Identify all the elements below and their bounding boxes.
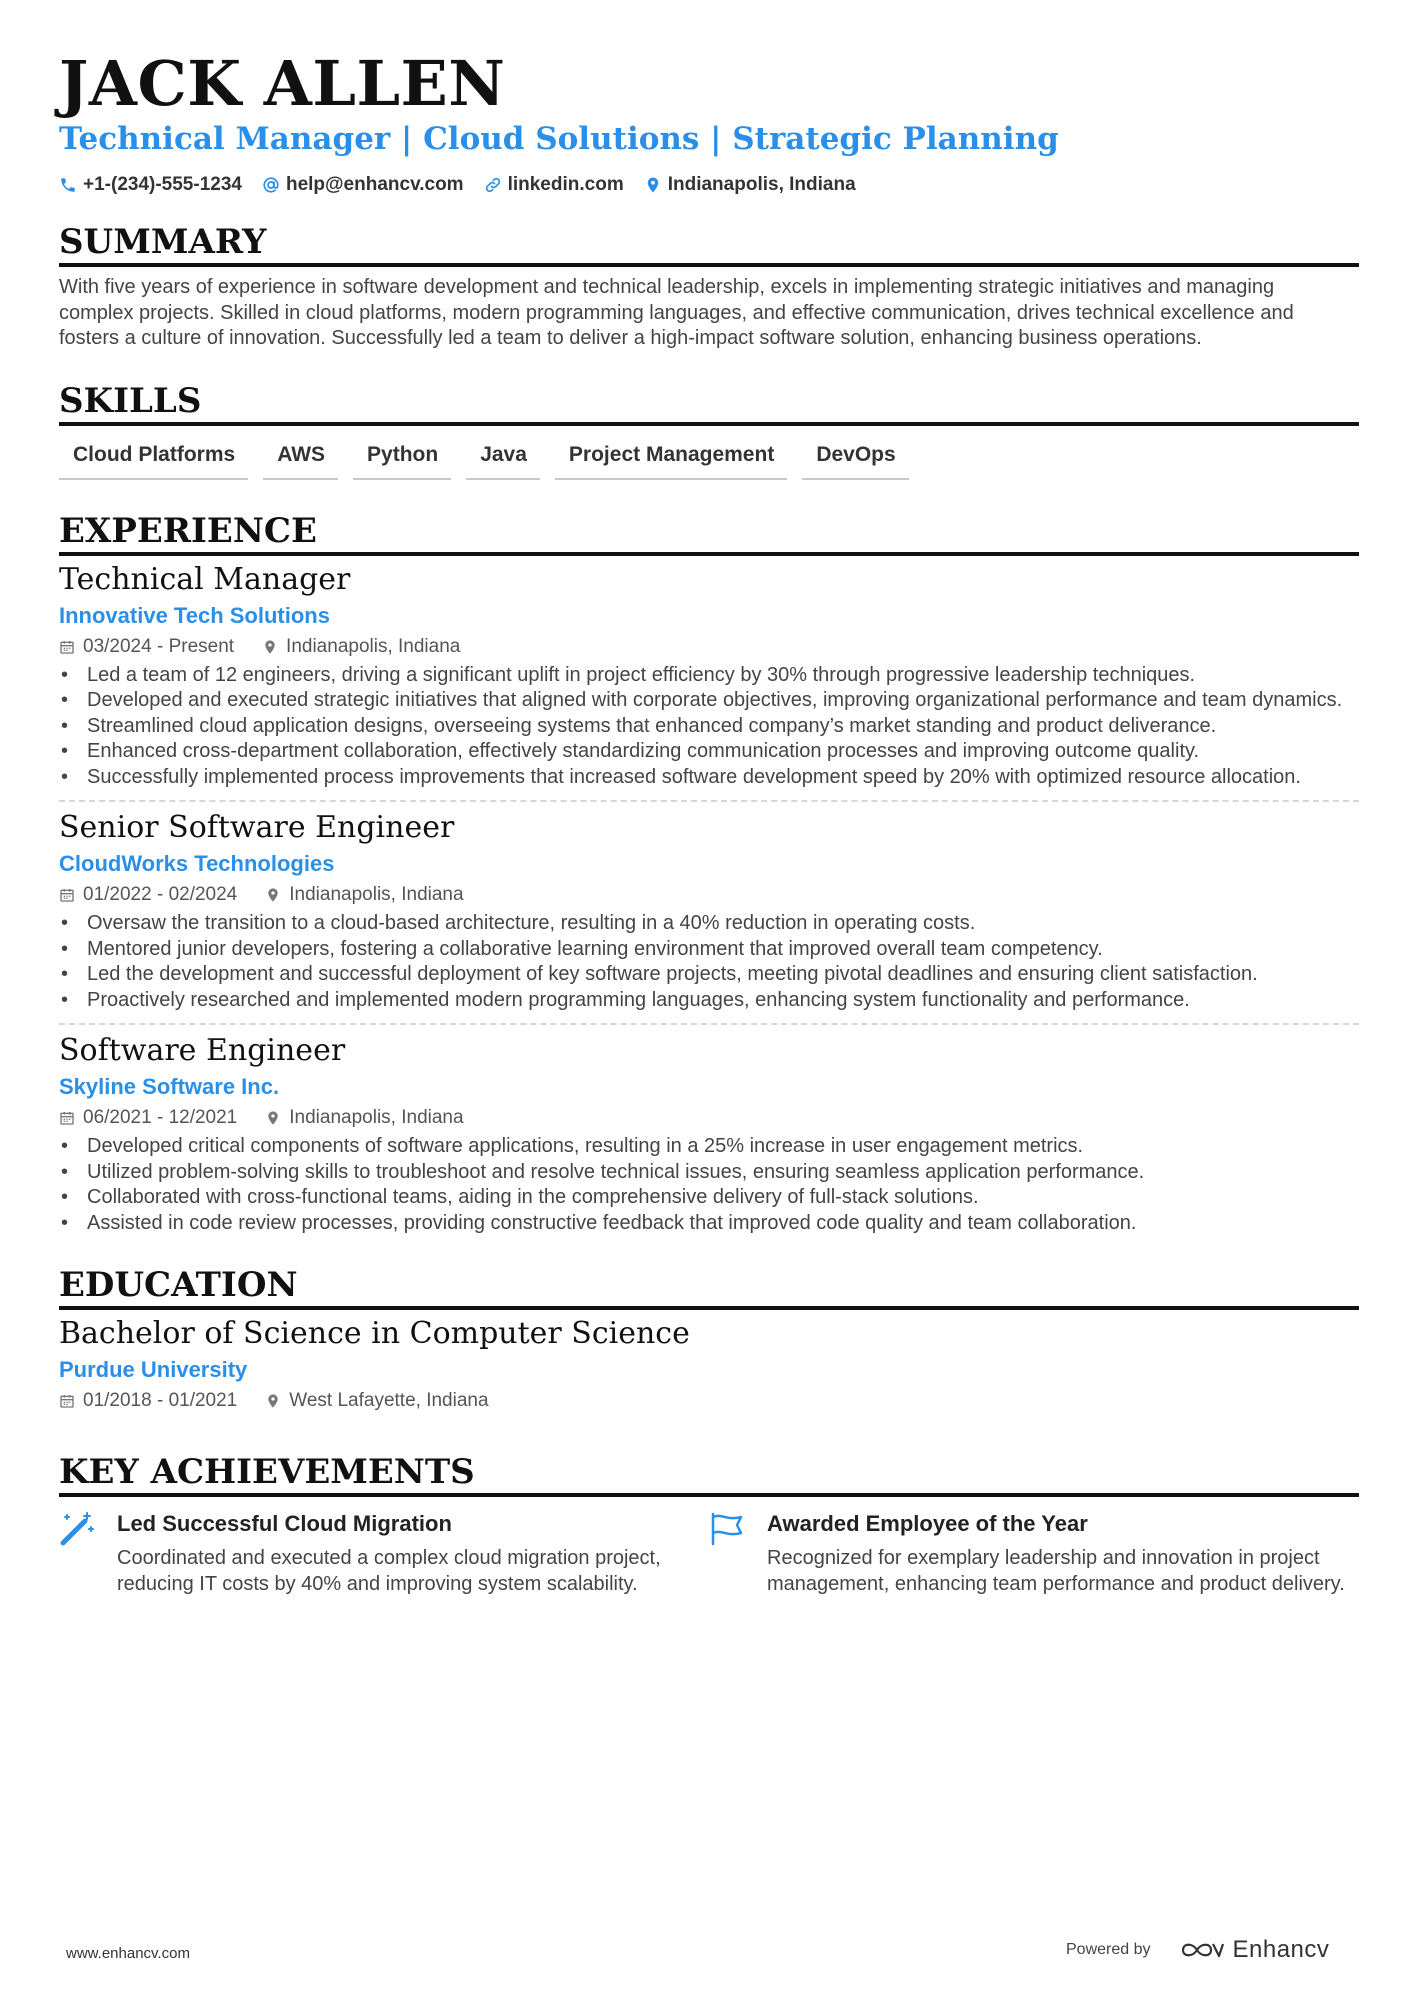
bullet-item: • Successfully implemented process improvements that increased software development speed by 20% with optimized resource allocation. [59,765,1359,791]
skill-tag: Java [466,438,540,480]
bullet-item: • Collaborated with cross-functional teams, aiding in the comprehensive delivery of full-stack solutions. [59,1185,1359,1211]
bullet-item: • Mentored junior developers, fostering a collaborative learning environment that improved overall team competency. [59,937,1359,963]
phone-text: +1-(234)-555-1234 [83,174,242,195]
bullet-item: • Developed critical components of software applications, resulting in a 25% increase in user engagement metrics. [59,1134,1359,1160]
magic-wand-icon [59,1511,95,1547]
skill-tag: Python [353,438,451,480]
degree-title: Bachelor of Science in Computer Science [59,1316,690,1351]
job-dates-text: 01/2022 - 02/2024 [83,884,238,905]
achievement-description: Coordinated and executed a complex cloud migration project, reducing IT costs by 40% and improving system scalability. [117,1547,661,1595]
location-pin-icon [265,1393,281,1409]
footer-website[interactable]: www.enhancv.com [66,1945,190,1962]
achievement-item [709,1509,1359,1597]
job-meta [59,635,1359,659]
candidate-name: JACK ALLEN [59,47,506,120]
job-location-text: Indianapolis, Indiana [289,1107,464,1128]
bullet-item: • Developed and executed strategic initiatives that aligned with corporate objectives, improving organizational performance and team dynamics. [59,688,1359,714]
job-title: Software Engineer [59,1033,346,1068]
contact-location [644,174,856,196]
calendar-icon [59,1110,75,1126]
job-bullets [59,663,1359,791]
location-pin-icon [262,639,278,655]
bullet-item: • Streamlined cloud application designs, overseeing systems that enhanced company’s market standing and product deliverance. [59,714,1359,740]
job-entry [59,810,1359,1013]
skill-tag: AWS [263,438,338,480]
job-location-text: Indianapolis, Indiana [286,635,461,657]
candidate-headline: Technical Manager | Cloud Solutions | Strategic Planning [59,121,1059,157]
achievement-description: Recognized for exemplary leadership and innovation in project management, enhancing team performance and product delivery. [767,1547,1345,1595]
bullet-item: • Utilized problem-solving skills to troubleshoot and resolve technical issues, ensuring seamless application performance. [59,1160,1359,1186]
footer-branding [1066,1936,1329,1964]
resume-page [59,48,1359,1597]
education-dates [59,1389,237,1413]
contact-bar [59,171,1359,199]
job-title: Senior Software Engineer [59,810,455,845]
calendar-icon [59,887,75,903]
location-pin-icon [265,887,281,903]
at-icon [262,176,280,194]
job-location-text: Indianapolis, Indiana [289,884,464,905]
summary-text: With five years of experience in software development and technical leadership, excels in implementing strategic initiatives and managing complex projects. Skilled in cloud platforms, modern programming languages, and effective communication, drives technical excellence and fosters a culture of innovation. Successfully led a team to deliver a high-impact software solution, enhancing business operations. [59,276,1294,349]
contact-link[interactable] [484,174,624,196]
skills-section [59,380,1359,480]
job-location [265,1106,463,1130]
job-bullets [59,1134,1359,1236]
experience-section [59,510,1359,1237]
job-meta [59,1106,1359,1130]
experience-title: EXPERIENCE [59,510,1359,556]
enhancv-logo-icon [1177,1938,1225,1962]
job-company: Innovative Tech Solutions [59,602,330,628]
job-title: Technical Manager [59,561,351,597]
bullet-item: • Oversaw the transition to a cloud-based architecture, resulting in a 40% reduction in operating costs. [59,911,1359,937]
job-bullets [59,911,1359,1013]
bullet-item: • Enhanced cross-department collaboration, effectively standardizing communication processes and improving outcome quality. [59,739,1359,765]
job-dates-text: 06/2021 - 12/2021 [83,1107,238,1128]
job-dates [59,1106,237,1130]
achievement-item [59,1509,709,1597]
education-section [59,1264,1359,1413]
bullet-item: • Assisted in code review processes, providing constructive feedback that improved code quality and team collaboration. [59,1211,1359,1237]
achievements-list [59,1509,1359,1597]
job-meta [59,883,1359,907]
achievement-title: Led Successful Cloud Migration [117,1511,452,1536]
email-text: help@enhancv.com [285,174,464,195]
education-entry [59,1316,1359,1413]
job-company: Skyline Software Inc. [59,1074,280,1099]
summary-title: SUMMARY [59,221,1359,267]
bullet-item: • Led the development and successful deployment of key software projects, meeting pivotal deadlines and ensuring client satisfaction. [59,962,1359,988]
link-text: linkedin.com [507,174,624,195]
skills-list [59,438,1359,480]
education-dates-text: 01/2018 - 01/2021 [83,1390,238,1411]
job-location [262,635,460,659]
powered-by-text: Powered by [1066,1941,1151,1958]
education-location [265,1389,488,1413]
achievement-title: Awarded Employee of the Year [767,1511,1088,1536]
bullet-item: • Led a team of 12 engineers, driving a significant uplift in project efficiency by 30% through progressive leadership techniques. [59,663,1359,689]
brand-name: Enhancv [1232,1936,1330,1963]
brand-logo[interactable] [1177,1936,1330,1964]
location-pin-icon [644,176,662,194]
job-entry [59,562,1359,791]
location-pin-icon [265,1110,281,1126]
education-location-text: West Lafayette, Indiana [289,1390,489,1411]
contact-phone[interactable] [59,174,242,196]
flag-icon [709,1511,745,1547]
calendar-icon [59,639,75,655]
education-title: EDUCATION [59,1264,1359,1310]
summary-section [59,221,1359,352]
job-dates [59,635,234,659]
job-divider [59,1023,1359,1025]
job-dates-text: 03/2024 - Present [83,635,235,657]
bullet-item: • Proactively researched and implemented modern programming languages, enhancing system functionality and performance. [59,988,1359,1014]
job-company: CloudWorks Technologies [59,851,335,876]
job-entry [59,1033,1359,1236]
job-divider [59,800,1359,802]
job-dates [59,883,237,907]
phone-icon [59,176,77,194]
calendar-icon [59,1393,75,1409]
location-text: Indianapolis, Indiana [667,174,856,195]
skill-tag: DevOps [802,438,908,480]
skill-tag: Project Management [555,438,787,480]
link-icon [484,176,502,194]
job-location [265,883,463,907]
skills-title: SKILLS [59,380,1359,426]
skill-tag: Cloud Platforms [59,438,248,480]
education-meta [59,1389,1359,1413]
achievements-title: KEY ACHIEVEMENTS [59,1451,1359,1497]
achievements-section [59,1451,1359,1597]
contact-email[interactable] [262,174,464,196]
school-name: Purdue University [59,1357,248,1382]
